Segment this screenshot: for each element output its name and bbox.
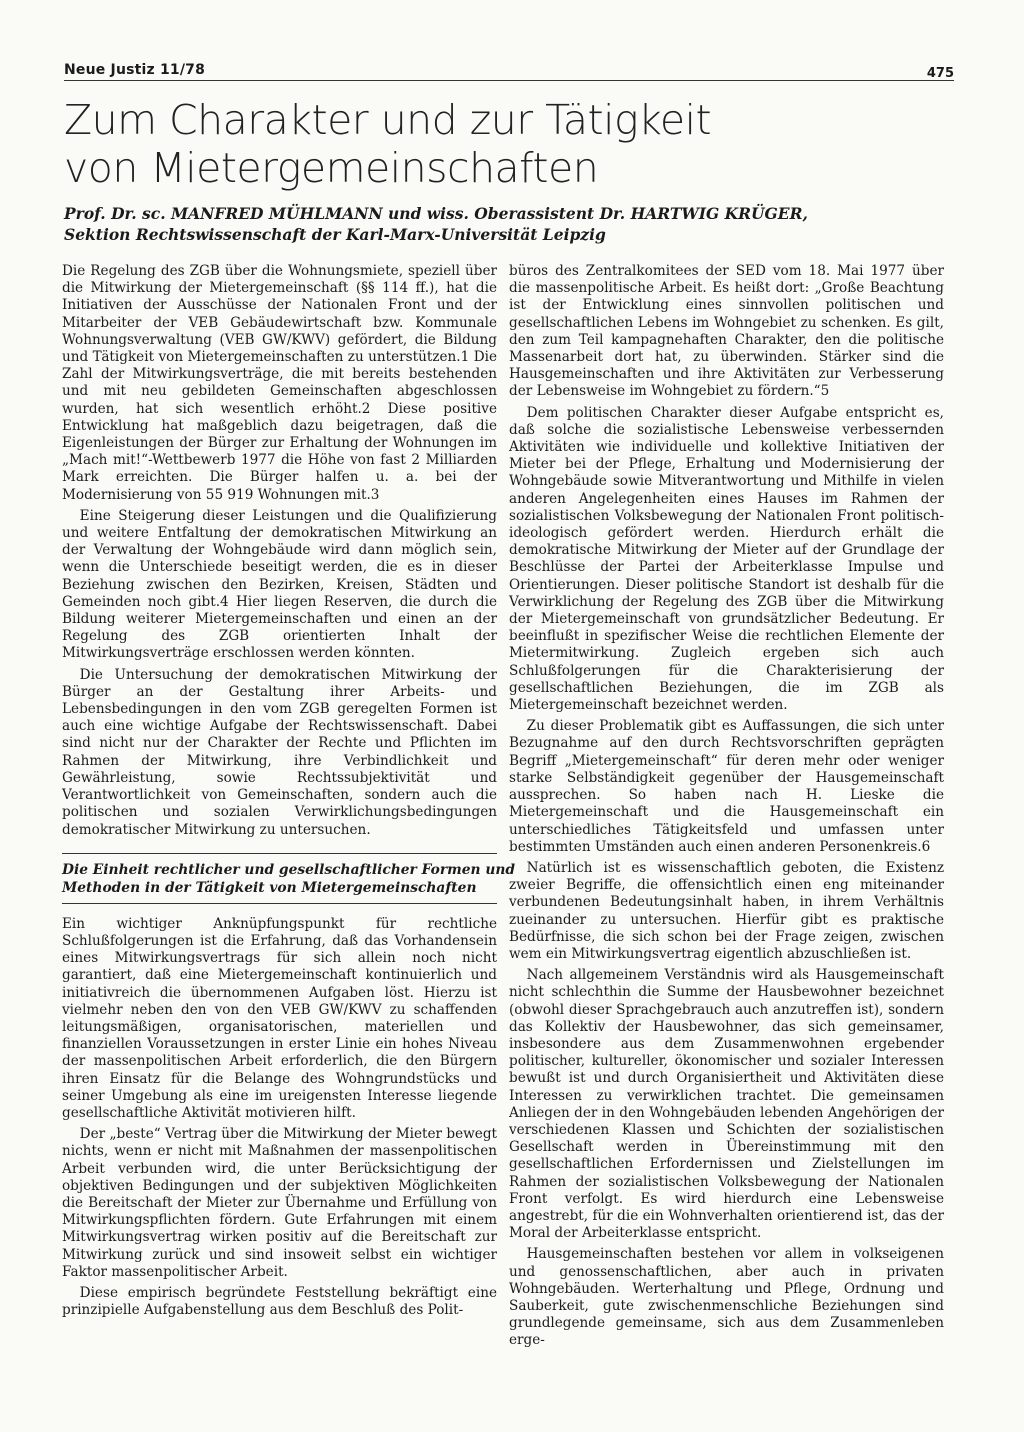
section-heading bbox=[62, 853, 516, 904]
title-line-2: von Mietergemeinschaften bbox=[64, 144, 599, 192]
paragraph: Die Untersuchung der demokratischen Mitwirkung der Bürger an der Gestaltung ihrer Arbeits- und Lebensbedingungen in den vom ZGB geregelten Formen ist auch eine wichtige Aufgabe der Rechtswissenschaft. Dabei sind nicht nur der Charakter der Rechte und Pflichten im Rahmen der Mitwirkung, ihre Verbindlichkeit und Gewährleistung, sowie Rechtssubjektivität und Verantwortlichkeit von Gemeinschaften, sondern auch die politischen und sozialen Verwirklichungsbedingungen demokratischer Mitwirkung zu untersuchen. bbox=[62, 666, 497, 838]
journal-issue: Neue Justiz 11/78 bbox=[64, 62, 206, 78]
section-heading-line-1: Die Einheit rechtlicher und gesellschaftlicher Formen und bbox=[62, 861, 516, 878]
paragraph: Der „beste“ Vertrag über die Mitwirkung der Mieter bewegt nichts, wenn er nicht mit Maßnahmen der massenpolitischen Arbeit verbunden wird, die unter Berücksichtigung der objektiven Bedingungen und der subjektiven Möglichkeiten die Bereitschaft der Mieter zur Übernahme und Erfüllung von Mitwirkungspflichten fördern. Gute Erfahrungen mit einem Mitwirkungsvertrag wirken positiv auf die Bereitschaft zur Mitwirkung zurück und sind insoweit selbst ein wichtiger Faktor massenpolitischer Arbeit. bbox=[62, 1126, 497, 1280]
right-column bbox=[509, 263, 944, 1354]
authors-line-2: Sektion Rechtswissenschaft der Karl-Marx-Universität Leipzig bbox=[64, 225, 606, 244]
paragraph: Die Regelung des ZGB über die Wohnungsmiete, speziell über die Mitwirkung der Mietergemeinschaft (§§ 114 ff.), hat die Initiativen der Ausschüsse der Nationalen Front und der Mitarbeiter der VEB Gebäudewirtschaft bzw. Kommunale Wohnungsverwaltung (VEB GW/KWV) gefördert, die Bildung und Tätigkeit von Mietergemeinschaften zu unterstützen.1 Die Zahl der Mitwirkungsverträge, die mit bereits bestehenden und mit neu gebildeten Gemeinschaften abgeschlossen wurden, hat sich wesentlich erhöht.2 Diese positive Entwicklung hat maßgeblich dazu beigetragen, daß die Eigenleistungen der Bürger zur Erhaltung der Wohnungen im „Mach mit!“-Wettbewerb 1977 die Höhe von fast 2 Milliarden Mark erreichten. Die Bürger halfen u. a. bei der Modernisierung von 55 919 Wohnungen mit.3 bbox=[62, 263, 497, 503]
paragraph: Nach allgemeinem Verständnis wird als Hausgemeinschaft nicht schlechthin die Summe der Hausbewohner bezeichnet (obwohl dieser Sprachgebrauch auch anzutreffen ist), sondern das Kollektiv der Hausbewohner, das sich gemeinsamer, insbesondere aus dem Zusammenwohnen ergebender politischer, kultureller, ökonomischer und sozialer Interessen bewußt ist und durch Organisiertheit und Aktivitäten diese Interessen zu verwirklichen trachtet. Die gemeinsamen Anliegen der in den Wohngebäuden lebenden Angehörigen der verschiedenen Klassen und Schichten der sozialistischen Gesellschaft werden in Übereinstimmung mit den gesellschaftlichen Erfordernissen und Zielstellungen im Rahmen der sozialistischen Volksbewegung der Nationalen Front verfolgt. Es wird hierdurch eine Lebensweise angestrebt, für die ein Wohnverhalten orientierend ist, das der Moral der Arbeiterklasse entspricht. bbox=[509, 967, 944, 1242]
section-heading-line-2: Methoden in der Tätigkeit von Mietergemeinschaften bbox=[62, 879, 477, 896]
paragraph: Dem politischen Charakter dieser Aufgabe entspricht es, daß solche die sozialistische Lebensweise verbessernden Aktivitäten wie individuelle und kollektive Initiativen der Mieter bei der Pflege, Erhaltung und Modernisierung der Wohngebäude sowie Mitverantwortung und Mithilfe in vielen anderen Angelegenheiten eines Hauses im Rahmen der sozialistischen Volksbewegung der Nationalen Front politisch-ideologisch gefördert werden. Hierdurch erhält die demokratische Mitwirkung der Mieter auf der Grundlage der Beschlüsse der Partei der Arbeiterklasse Impulse und Orientierungen. Dieser politische Standort ist deshalb für die Verwirklichung der Regelung des ZGB über die Mitwirkung der Mietergemeinschaft von grundsätzlicher Bedeutung. Er beeinflußt in spezifischer Weise die rechtlichen Elemente der Mietermitwirkung. Zugleich ergeben sich auch Schlußfolgerungen für die Charakterisierung der gesellschaftlichen Beziehungen, die im ZGB als Mietergemeinschaft bezeichnet werden. bbox=[509, 404, 944, 714]
article-title bbox=[64, 96, 764, 192]
page-number: 475 bbox=[926, 66, 954, 81]
paragraph: Ein wichtiger Anknüpfungspunkt für rechtliche Schlußfolgerungen ist die Erfahrung, daß das Vorhandensein eines Mitwirkungsvertrags für sich allein noch nicht garantiert, daß eine Mietergemeinschaft kontinuierlich und initiativreich die übernommenen Aufgaben löst. Hierzu ist vielmehr neben den von den VEB GW/KWV zu schaffenden leitungsmäßigen, organisatorischen, materiellen und finanziellen Voraussetzungen in erster Linie ein hohes Niveau der massenpolitischen Arbeit erforderlich, die den Bürgern ihren Einsatz für die Belange des Wohngrundstücks und seiner Umgebung als eine im ureigensten Interesse liegende gesellschaftliche Aktivität motivieren hilft. bbox=[62, 915, 497, 1121]
title-line-1: Zum Charakter und zur Tätigkeit bbox=[64, 96, 712, 144]
paragraph: Natürlich ist es wissenschaftlich geboten, die Existenz zweier Begriffe, die offensichtlich einen eng miteinander verbundenen Bedeutungsinhalt haben, in ihrem Verhältnis zueinander zu untersuchen. Hierfür gibt es praktische Bedürfnisse, die sich schon bei der Frage zeigen, zwischen wem ein Mitwirkungsvertrag eigentlich abzuschließen ist. bbox=[509, 859, 944, 962]
paragraph: Eine Steigerung dieser Leistungen und die Qualifizierung und weitere Entfaltung der demokratischen Mitwirkung an der Verwaltung der Wohngebäude wird dann möglich sein, wenn die Unterschiede beseitigt werden, die es in dieser Beziehung zwischen den Bezirken, Kreisen, Städten und Gemeinden noch gibt.4 Hier liegen Reserven, die durch die Bildung weiterer Mietergemeinschaften und einen an der Regelung des ZGB orientierten Inhalt der Mitwirkungsverträge erschlossen werden könnten. bbox=[62, 507, 497, 662]
paragraph: büros des Zentralkomitees der SED vom 18. Mai 1977 über die massenpolitische Arbeit. Es heißt dort: „Große Beachtung ist der Entwicklung eines sinnvollen politischen und gesellschaftlichen Lebens im Wohngebiet zu schenken. Es gilt, den zum Teil kampagnehaften Charakter, den die politische Massenarbeit dort hat, zu überwinden. Stärker sind die Hausgemeinschaften und ihre Aktivitäten zur Verbesserung der Lebensweise im Wohngebiet zu fördern.“5 bbox=[509, 263, 944, 400]
paragraph: Zu dieser Problematik gibt es Auffassungen, die sich unter Bezugnahme auf den durch Rechtsvorschriften geprägten Begriff „Mietergemeinschaft“ für deren mehr oder weniger starke Selbständigkeit gegenüber der Hausgemeinschaft aussprechen. So haben nach H. Lieske die Mietergemeinschaft und die Hausgemeinschaft ein unterschiedliches Tätigkeitsfeld und umfassen unter bestimmten Umständen auch einen anderen Personenkreis.6 bbox=[509, 718, 944, 855]
paragraph: Hausgemeinschaften bestehen vor allem in volkseigenen und genossenschaftlichen, aber auch in privaten Wohngebäuden. Werterhaltung und Pflege, Ordnung und Sauberkeit, gute zwischenmenschliche Beziehungen sind grundlegende gemeinsame, sich aus dem Zusammenleben erge- bbox=[509, 1246, 944, 1349]
left-column bbox=[62, 263, 516, 1323]
paragraph: Diese empirisch begründete Feststellung bekräftigt eine prinzipielle Aufgabenstellung aus dem Beschluß des Polit- bbox=[62, 1284, 497, 1319]
article-authors bbox=[64, 203, 964, 245]
running-header bbox=[64, 62, 954, 81]
authors-line-1: Prof. Dr. sc. MANFRED MÜHLMANN und wiss. Oberassistent Dr. HARTWIG KRÜGER, bbox=[64, 204, 808, 223]
